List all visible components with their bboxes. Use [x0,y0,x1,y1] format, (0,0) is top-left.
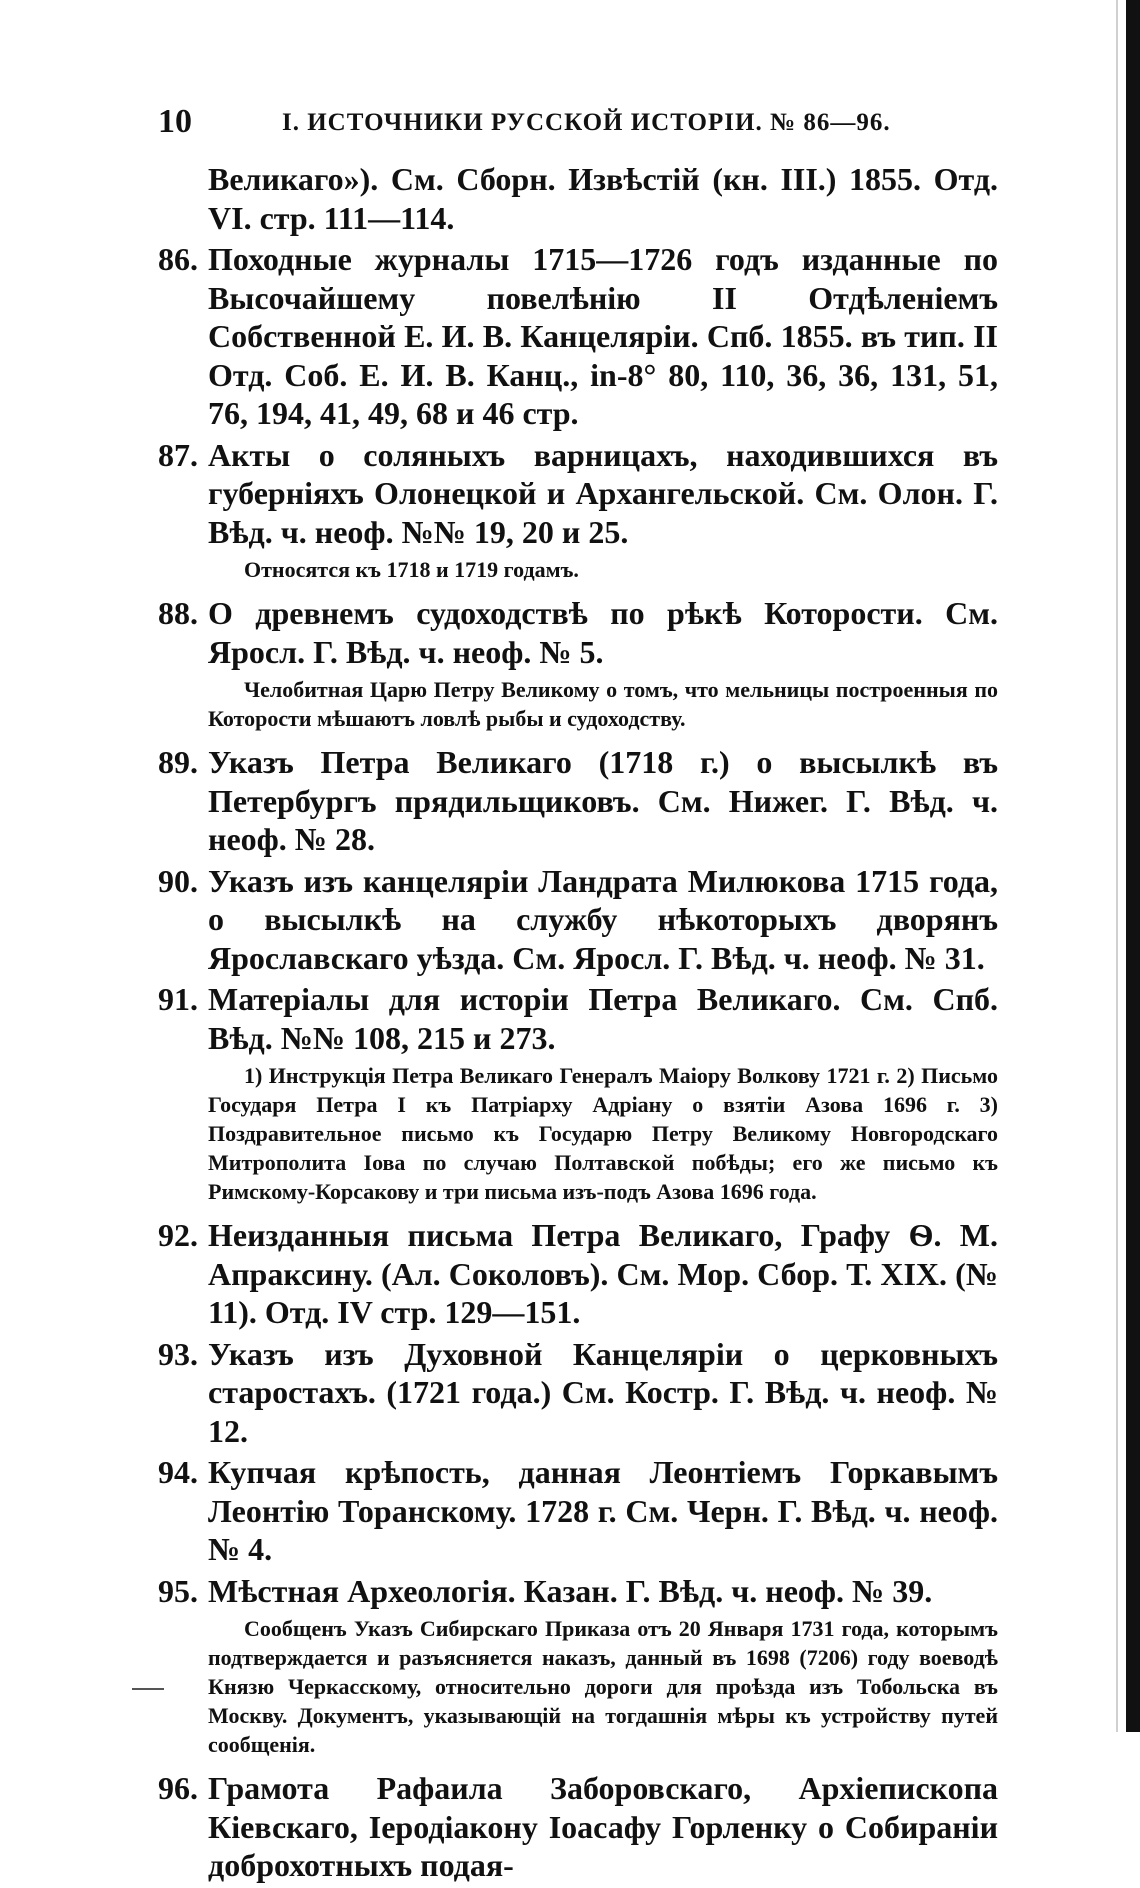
page-edge-shadow [1126,0,1140,1732]
entry-number: 88. [158,595,198,631]
entry-text: Мѣстная Археологія. Казан. Г. Вѣд. ч. неоф. № 39. [208,1572,933,1609]
entry-92 [158,1216,998,1332]
entry-text: Грамота Рафаила Заборовскаго, Архіепископа Кіевскаго, Іеродіакону Іоасафу Горленку о Собираніи доброхотныхъ подая- [208,1770,998,1883]
entry-text: Указъ изъ канцеляріи Ландрата Милюкова 1715 года, о высылкѣ на службу нѣкоторыхъ дворянъ Ярославскаго уѣзда. См. Яросл. Г. Вѣд. ч. неоф. № 31. [208,862,998,976]
margin-mark [132,1688,164,1690]
entry-95 [158,1572,998,1611]
entry-note: Челобитная Царю Петру Великому о томъ, что мельницы построенныя по Которости мѣшаютъ ловлѣ рыбы и судоходству. [208,677,998,731]
entry-93 [158,1335,998,1451]
entry-number: 86. [158,241,198,277]
entry-number: 87. [158,436,198,473]
entry-90 [158,862,998,978]
entry-text: Купчая крѣпость, данная Леонтіемъ Горкавымъ Леонтію Торанскому. 1728 г. См. Черн. Г. Вѣд. ч. неоф. № 4. [208,1454,998,1567]
entry-note: Сообщенъ Указъ Сибирскаго Приказа отъ 20 Января 1731 года, которымъ подтверждается и разъясняется наказъ, данный въ 1698 (7206) году воеводѣ Князю Черкасскому, относительно дороги для проѣзда изъ Тобольска въ Москву. Документъ, указывающій на тогдашнія мѣры къ устройству путей сообщенія. [208,1616,998,1757]
page-number: 10 [158,103,192,140]
entry-86 [158,240,998,433]
entry-number: 96. [158,1770,198,1806]
entry-number: 91. [158,981,198,1017]
entry-text: Походные журналы 1715—1726 годъ изданные по Высочайшему повелѣнію II Отдѣленіемъ Собственной Е. И. В. Канцеляріи. Спб. 1855. въ тип. II Отд. Соб. Е. И. В. Канц., in-8° 80, 110, 36, 36, 131, 51, 76, 194, 41, 49, 68 и 46 стр. [208,241,998,431]
entry-note: Относятся къ 1718 и 1719 годамъ. [244,557,579,582]
entry-87 [158,436,998,552]
entry-text: Указъ изъ Духовной Канцеляріи о церковныхъ старостахъ. (1721 года.) См. Костр. Г. Вѣд. ч. неоф. № 12. [208,1335,998,1449]
entry-number: 92. [158,1217,198,1253]
page-edge-line [1116,0,1118,1732]
entry-94 [158,1453,998,1569]
entry-number: 89. [158,744,198,780]
entry-text: Акты о соляныхъ варницахъ, находившихся въ губерніяхъ Олонецкой и Архангельской. См. Олон. Г. Вѣд. ч. неоф. №№ 19, 20 и 25. [208,436,998,550]
entry-96 [158,1769,998,1885]
entry-text: О древнемъ судоходствѣ по рѣкѣ Которости. См. Яросл. Г. Вѣд. ч. неоф. № 5. [208,595,998,670]
continuation-paragraph: Великаго»). См. Сборн. Извѣстій (кн. III.) 1855. Отд. VI. стр. 111—114. [208,161,998,236]
page-body [158,160,998,1888]
entry-88 [158,594,998,671]
entry-text: Неизданныя письма Петра Великаго, Графу Ѳ. М. Апраксину. (Ал. Соколовъ). См. Мор. Сбор. Т. XIX. (№ 11). Отд. IV стр. 129—151. [208,1217,998,1330]
running-title: I. ИСТОЧНИКИ РУССКОЙ ИСТОРІИ. № 86—96. [282,109,891,136]
entry-91 [158,980,998,1057]
entry-text: Указъ Петра Великаго (1718 г.) о высылкѣ въ Петербургъ прядильщиковъ. См. Нижег. Г. Вѣд. ч. неоф. № 28. [208,744,998,857]
page-header [158,103,998,149]
entry-89 [158,743,998,859]
entry-number: 93. [158,1335,198,1372]
entry-note: 1) Инструкція Петра Великаго Генералъ Маіору Волкову 1721 г. 2) Письмо Государя Петра I къ Патріарху Адріану о взятіи Азова 1696 г. 3) Поздравительное письмо къ Государю Петру Великому Новгородскаго Митрополита Іова по случаю Полтавской побѣды; его же письмо къ Римскому-Корсакову и три письма изъ-подъ Азова 1696 года. [208,1063,998,1204]
entry-number: 95. [158,1572,198,1609]
entry-number: 90. [158,862,198,899]
entry-number: 94. [158,1454,198,1490]
entry-text: Матеріалы для исторіи Петра Великаго. См. Спб. Вѣд. №№ 108, 215 и 273. [208,981,998,1056]
